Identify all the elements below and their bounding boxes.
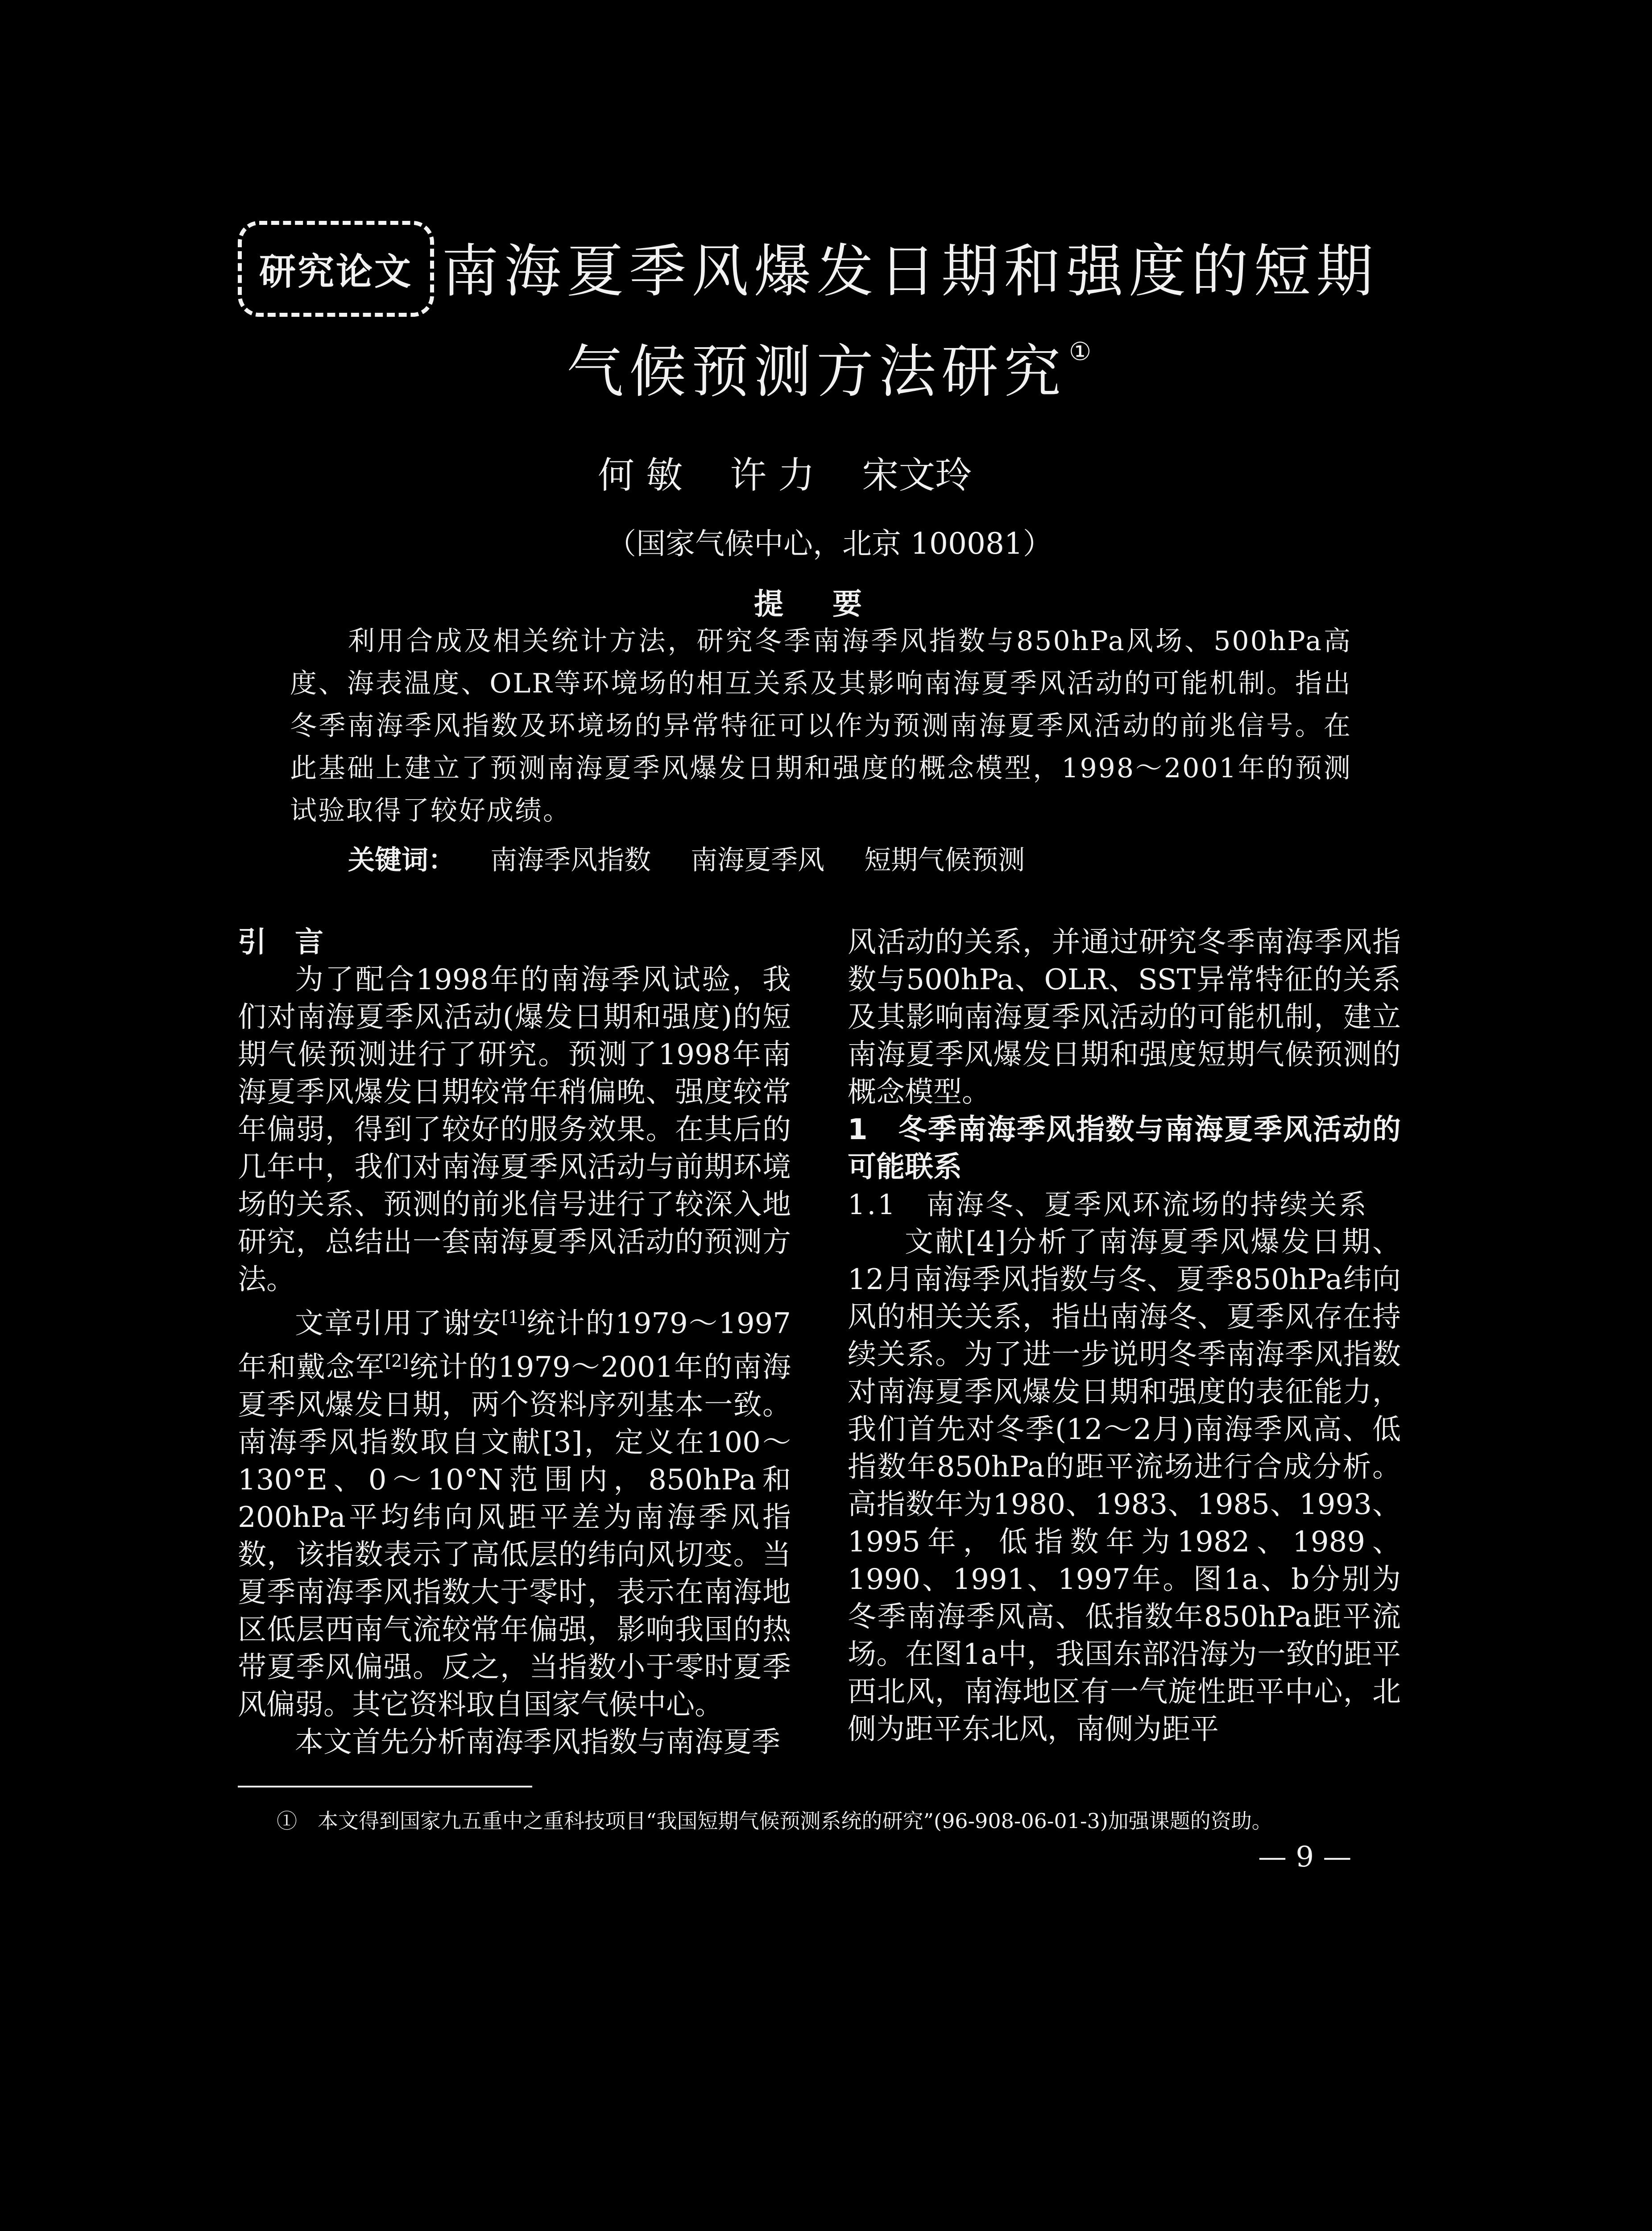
abstract-heading: 提要 (754, 587, 911, 621)
right-column (848, 924, 1401, 1748)
author-name: 许 力 (730, 454, 815, 497)
continued-paragraph: 风活动的关系，并通过研究冬季南海季风指数与500hPa、OLR、SST异常特征的关系及其影响南海夏季风活动的可能机制，建立南海夏季风爆发日期和强度短期气候预测的概念模型。 (848, 926, 1401, 1109)
citation-ref: [1] (501, 1307, 526, 1327)
intro-paragraph: 为了配合1998年的南海季风试验，我们对南海夏季风活动(爆发日期和强度)的短期气候预测进行了研究。预测了1998年南海夏季风爆发日期较常年稍偏晚、强度较常年偏弱，得到了较好的服务效果。在其后的几年中，我们对南海夏季风活动与前期环境场的关系、预测的前兆信号进行了较深入地研究，总结出一套南海夏季风活动的预测方法。 (238, 963, 791, 1296)
intro-heading: 引 言 (238, 926, 323, 959)
abstract-text: 利用合成及相关统计方法，研究冬季南海季风指数与850hPa风场、500hPa高度、海表温度、OLR等环境场的相互关系及其影响南海夏季风活动的可能机制。指出冬季南海季风指数及环境场的异常特征可以作为预测南海夏季风活动的前兆信号。在此基础上建立了预测南海夏季风爆发日期和强度的概念模型，1998～2001年的预测试验取得了较好成绩。 (290, 626, 1352, 826)
keyword: 短期气候预测 (864, 845, 1025, 876)
body-paragraph: 文献[4]分析了南海夏季风爆发日期、12月南海季风指数与冬、夏季850hPa纬向风的相关关系，指出南海冬、夏季风存在持续关系。为了进一步说明冬季南海季风指数对南海夏季风爆发日期和强度的表征能力，我们首先对冬季(12～2月)南海季风高、低指数年850hPa的距平流场进行合成分析。高指数年为1980、1983、1985、1993、1995年，低指数年为1982、1989、1990、1991、1997年。图1a、b分别为冬季南海季风高、低指数年850hPa距平流场。在图1a中，我国东部沿海为一致的距平西北风，南海地区有一气旋性距平中心，北侧为距平东北风，南侧为距平 (848, 1226, 1401, 1746)
paper-title-line2: 气候预测方法研究 ① (567, 337, 1097, 405)
affiliation: （国家气候中心，北京 100081） (607, 527, 1052, 561)
overview-paragraph: 本文首先分析南海季风指数与南海夏季 (295, 1725, 780, 1759)
keyword: 南海夏季风 (691, 845, 825, 876)
page-number: — 9 — (1258, 1841, 1352, 1874)
author-name: 宋文玲 (862, 454, 972, 497)
title-footnote-mark: ① (1069, 337, 1097, 366)
section-1-1-heading: 1.1 南海冬、夏季风环流场的持续关系 (848, 1188, 1368, 1221)
paper-title-line1: 南海夏季风爆发日期和强度的短期 (442, 238, 1379, 305)
section-1-heading: 1 冬季南海季风指数与南海夏季风活动的可能联系 (848, 1113, 1401, 1184)
data-paragraph: 文章引用了谢安[1]统计的1979～1997年和戴念军[2]统计的1979～2001年的南海夏季风爆发日期，两个资料序列基本一致。南海季风指数取自文献[3]，定义在100～130°E、0～10°N范围内，850hPa和200hPa平均纬向风距平差为南海季风指数，该指数表示了高低层的纬向风切变。当夏季南海季风指数大于零时，表示在南海地区低层西南气流较常年偏强，影响我国的热带夏季风偏强。反之，当指数小于零时夏季风偏弱。其它资料取自国家气候中心。 (238, 1307, 791, 1721)
left-column (238, 924, 791, 1761)
footnote: ① 本文得到国家九五重中之重科技项目“我国短期气候预测系统的研究”(96-908-06-01-3)加强课题的资助。 (277, 1809, 1272, 1833)
citation-ref: [2] (385, 1351, 409, 1371)
section-tag-label: 研究论文 (259, 251, 413, 293)
keywords-label: 关键词： (348, 845, 455, 876)
keyword: 南海季风指数 (490, 845, 651, 876)
footnote-divider (238, 1786, 532, 1787)
keywords (348, 839, 1056, 877)
author-name: 何 敏 (598, 454, 683, 497)
author-list (598, 446, 1133, 498)
section-tag (238, 221, 434, 317)
